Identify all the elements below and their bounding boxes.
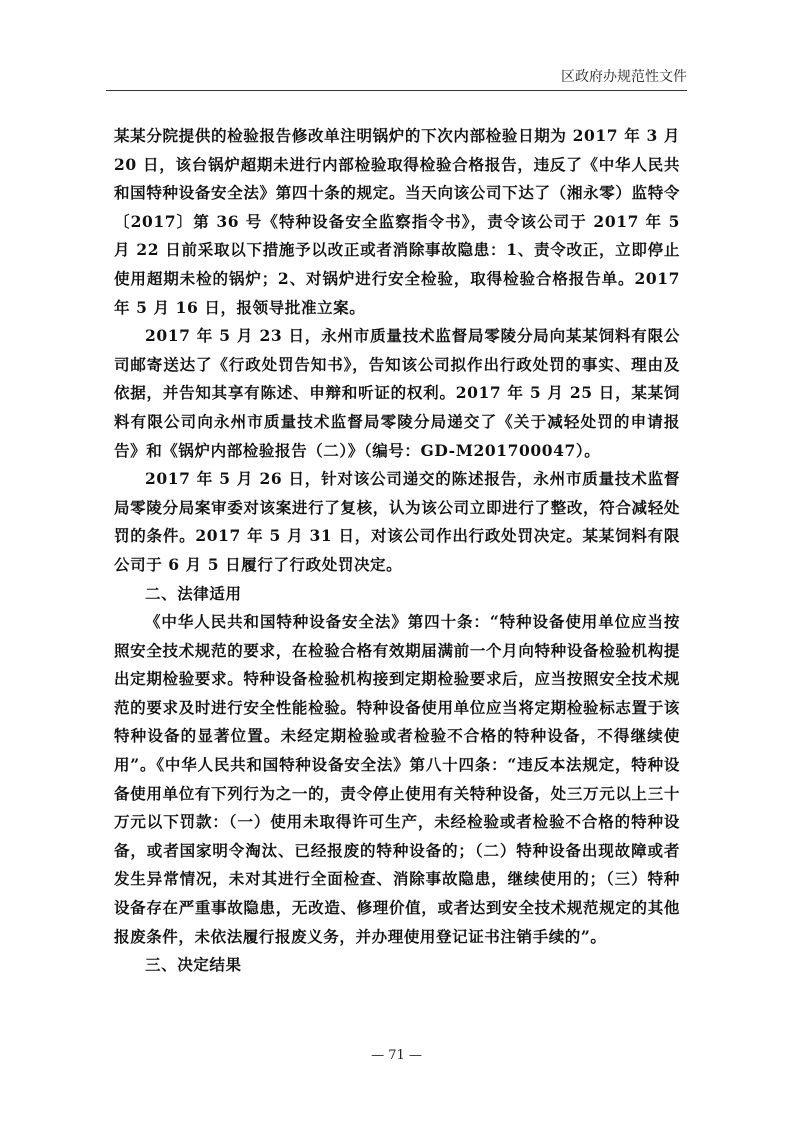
header-divider — [106, 90, 687, 91]
page-number: — 71 — — [371, 1048, 422, 1063]
section-heading-decision-result: 三、决定结果 — [145, 956, 242, 975]
paragraph-legal-provisions: 《中华人民共和国特种设备安全法》第四十条：“特种设备使用单位应当按照安全技术规范的要求，在检验合格有效期届满前一个月向特种设备检验机构提出定期检验要求。特种设备检验机构接到定期检验要求后，应当按照安全技术规范的要求及时进行安全性能检验。特种设备使用单位应当将定期检验标志置于该特种设备的显著位置。未经定期检验或者检验不合格的特种设备，不得继续使用”。《中华人民共和国特种设备安全法》第八十四条：“违反本法规定，特种设备使用单位有下列行为之一的，责令停止使用有关特种设备，处三万元以上三十万元以下罚款：（一）使用未取得许可生产，未经检验或者检验不合格的特种设备，或者国家明令淘汰、已经报废的特种设备的；（二）特种设备出现故障或者发生异常情况，未对其进行全面检查、消除事故隐患，继续使用的；（三）特种设备存在严重事故隐患，无改造、修理价值，或者达到安全技术规范规定的其他报废条件，未依法履行报废义务，并办理使用登记证书注销手续的”。 — [114, 612, 680, 946]
paragraph-case-facts-continued: 某某分院提供的检验报告修改单注明锅炉的下次内部检验日期为 2017 年 3 月 20 日，该台锅炉超期未进行内部检验取得检验合格报告，违反了《中华人民共和国特种设备安全法》第四十条的规定。当天向该公司下达了（湘永零）监特令〔2017〕第 36 号《特种设备安全监察指令书》，责令该公司于 2017 年 5 月 22 日前采取以下措施予以改正或者消除事故隐患：1、责令改正，立即停止使用超期未检的锅炉；2、对锅炉进行安全检验，取得检验合格报告单。2017 年 5 月 16 日，报领导批准立案。 — [114, 126, 680, 317]
section-heading-legal-basis: 二、法律适用 — [145, 584, 242, 603]
document-body — [114, 122, 680, 980]
paragraph-penalty-notice: 2017 年 5 月 23 日，永州市质量技术监督局零陵分局向某某饲料有限公司邮寄送达了《行政处罚告知书》，告知该公司拟作出行政处罚的事实、理由及依据，并告知其享有陈述、申辩和听证的权利。2017 年 5 月 25 日，某某饲料有限公司向永州市质量技术监督局零陵分局递交了《关于减轻处罚的申请报告》和《锅炉内部检验报告（二）》（编号：GD-M201700047）。 — [114, 326, 680, 460]
running-header: 区政府办规范性文件 — [561, 69, 687, 85]
paragraph-case-review: 2017 年 5 月 26 日，针对该公司递交的陈述报告，永州市质量技术监督局零陵分局案审委对该案进行了复核，认为该公司立即进行了整改，符合减轻处罚的条件。2017 年 5 月 31 日，对该公司作出行政处罚决定。某某饲料有限公司于 6 月 5 日履行了行政处罚决定。 — [114, 469, 680, 574]
